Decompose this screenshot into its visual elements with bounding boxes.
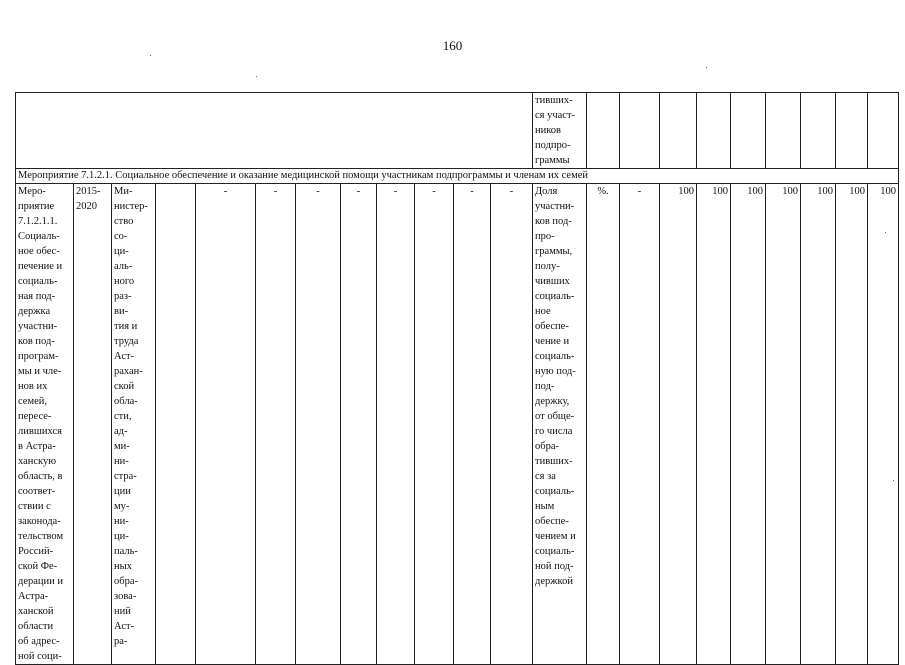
continued-header-row [16, 93, 899, 169]
funding-cell: - [256, 184, 296, 665]
header-empty-cell [587, 93, 620, 169]
indicator-name: Доля участни- ков под- про- граммы, полу- чивших социаль- ное обеспе- чение и социаль- ную под- под- держку, от обще- го числа обра- тивших- ся за социаль- ным обеспе- чением и социаль- ной под- держкой [533, 184, 587, 665]
funding-cell: - [196, 184, 256, 665]
funding-cell [156, 184, 196, 665]
header-empty-cell [731, 93, 766, 169]
indicator-header-tail: тивших- ся участ- ников подпро- граммы [533, 93, 587, 169]
funding-cell: - [296, 184, 341, 665]
funding-cell: - [377, 184, 415, 665]
indicator-value: 100 [766, 184, 801, 665]
indicator-base-value: - [620, 184, 660, 665]
section-heading: Мероприятие 7.1.2.1. Социальное обеспечение и оказание медицинской помощи участникам подпрограммы и членам их семей [16, 169, 899, 184]
funding-cell: - [341, 184, 377, 665]
indicator-unit: %. [587, 184, 620, 665]
scan-speck [150, 55, 151, 56]
header-empty-cell [697, 93, 731, 169]
indicator-value: 100 [697, 184, 731, 665]
indicator-value: 100 [801, 184, 836, 665]
indicator-value: 100 [868, 184, 899, 665]
activity-executor: Ми- нистер- ство со- ци- аль- ного раз- ви- тия и труда Аст- рахан- ской обла- сти, ад- ми- ни- стра- ции му- ни- ци- паль- ных обра- зова- ний Аст- ра- [112, 184, 156, 665]
scan-speck [256, 76, 257, 77]
header-empty-cell [766, 93, 801, 169]
header-empty-cell [660, 93, 697, 169]
header-empty-cell [868, 93, 899, 169]
funding-cell: - [454, 184, 491, 665]
scan-speck [706, 67, 707, 68]
activity-name: Меро- приятие 7.1.2.1.1. Социаль- ное обес- печение и социаль- ная под- держка участни- ков под- програм- мы и чле- нов их семей, пересе- лившихся в Астра- ханскую область, в соответ- ствии с законода- тельством Россий- ской Фе- дерации и Астра- ханской области об адрес- ной соци- [16, 184, 74, 665]
indicator-value: 100 [731, 184, 766, 665]
header-blank-cell [16, 93, 533, 169]
scan-speck [893, 480, 894, 481]
indicator-value: 100 [660, 184, 697, 665]
header-empty-cell [836, 93, 868, 169]
funding-cell: - [415, 184, 454, 665]
activity-period: 2015- 2020 [74, 184, 112, 665]
header-empty-cell [801, 93, 836, 169]
scan-speck [885, 232, 886, 233]
header-empty-cell [620, 93, 660, 169]
program-table [15, 92, 899, 665]
funding-cell: - [491, 184, 533, 665]
page-number: 160 [442, 38, 463, 53]
section-heading-row [16, 169, 899, 184]
activity-row [16, 184, 899, 665]
indicator-value: 100 [836, 184, 868, 665]
